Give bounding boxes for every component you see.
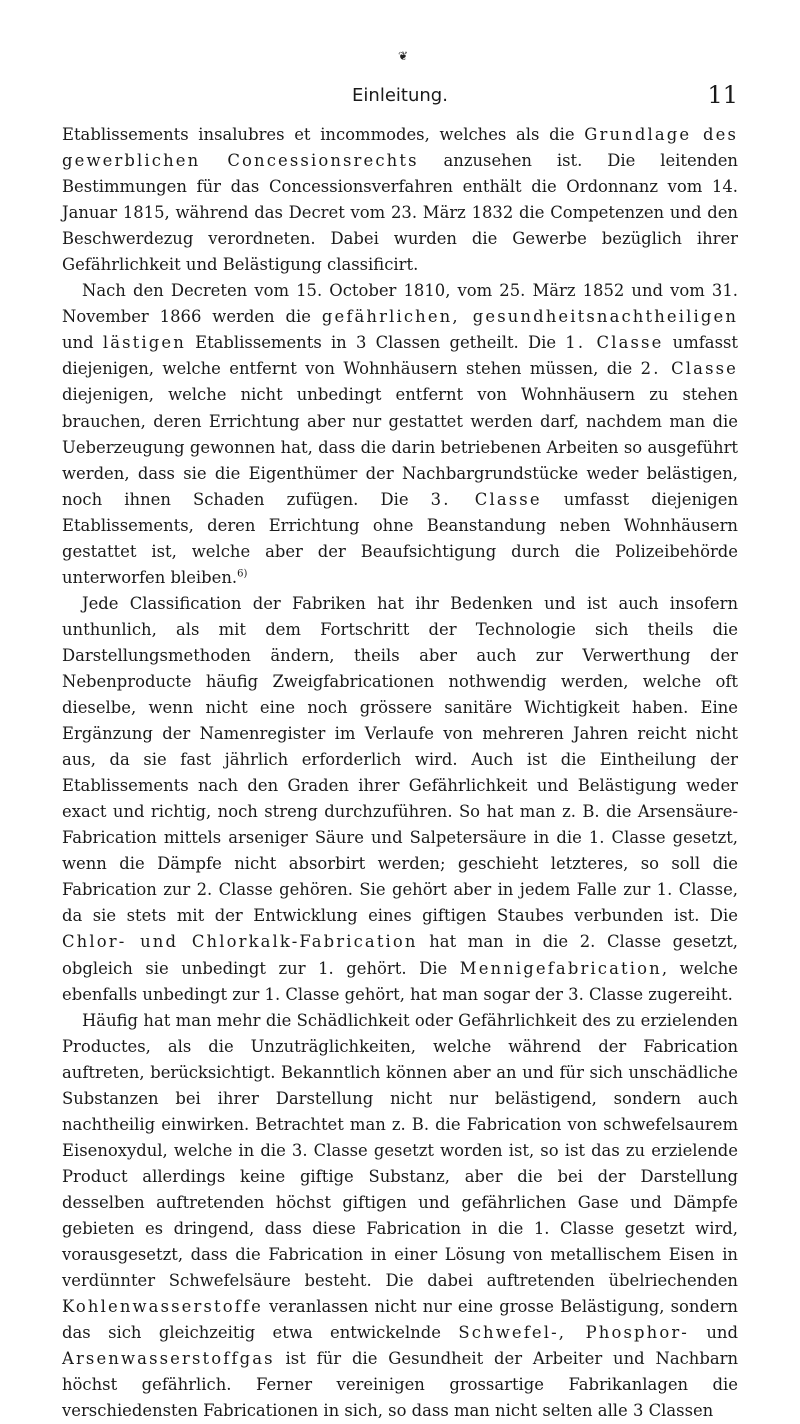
paragraph-2 xyxy=(62,278,738,591)
emphasized-term: 2. Classe xyxy=(640,359,738,379)
text-run: Etablissements in 3 Classen getheilt. Die xyxy=(185,333,566,353)
emphasized-term: 3. Classe xyxy=(430,489,542,509)
text-run: veranlassen nicht nur eine grosse Belästigung, sondern das sich gleichzeitig etwa entwickelnde xyxy=(62,1297,738,1343)
text-run: umfasst diejenigen, welche entfernt von Wohnhäusern stehen müssen, die xyxy=(62,333,738,379)
emphasized-term: Schwefel-, Phosphor- xyxy=(458,1323,689,1343)
page-number: 11 xyxy=(707,81,738,109)
footnote-marker: 6) xyxy=(237,568,248,580)
emphasized-term: Kohlenwasserstoffe xyxy=(62,1297,263,1317)
text-run: anzusehen ist. Die leitenden Bestimmungen für das Concessionsverfahren enthält die Ordonnanz vom 14. Januar 1815, während das Decret vom 23. März 1832 die Competenzen und den Beschwerdezug verordneten. Dabei wurden die Gewerbe bezüglich ihrer Gefährlichkeit und Belästigung classificirt. xyxy=(62,151,738,275)
text-run: und xyxy=(62,333,103,353)
paragraph-3 xyxy=(62,591,738,1008)
text-run: hat man in die 2. Classe gesetzt, obgleich sie unbedingt zur 1. gehört. Die xyxy=(62,932,738,978)
text-run: Häufig hat man mehr die Schädlichkeit oder Gefährlichkeit des zu erzielenden Productes, als die Unzuträglichkeiten, welche während der Fabrication auftreten, berücksichtigt. Bekanntlich können aber an und für sich unschädliche Substanzen bei ihrer Darstellung nicht nur belästigend, sondern auch nachtheilig einwirken. Betrachtet man z. B. die Fabrication von schwefelsaurem Eisenoxydul, welche in die 3. Classe gesetzt worden ist, so ist das zu erzielende Product allerdings keine giftige Substanz, aber die bei der Darstellung desselben auftretenden höchst giftigen und gefährlichen Gase und Dämpfe gebieten es dringend, dass diese Fabrication in die 1. Classe gesetzt wird, vorausgesetzt, dass die Fabrication in einer Lösung von metallischem Eisen in verdünnter Schwefelsäure besteht. Die dabei auftretenden übelriechenden xyxy=(62,1010,738,1291)
emphasized-term: 1. Classe xyxy=(565,333,664,353)
paragraph-1 xyxy=(62,122,738,278)
paragraph-4 xyxy=(62,1008,738,1424)
body-text xyxy=(62,122,738,1424)
text-run: diejenigen, welche nicht unbedingt entfernt von Wohnhäusern zu stehen brauchen, deren Errichtung aber nur gestattet werden darf, nachdem man die Ueberzeugung gewonnen hat, dass die darin betriebenen Arbeiten so ausgeführt werden, dass sie die Eigenthümer der Nachbargrundstücke weder belästigen, noch ihnen Schaden zufügen. Die xyxy=(62,385,738,509)
text-run: umfasst diejenigen Etablissements, deren Errichtung ohne Beanstandung neben Wohnhäusern gestattet ist, welche aber der Beaufsichtigung durch die Polizeibehörde unterworfen bleiben. xyxy=(62,489,738,587)
running-title: Einleitung. xyxy=(352,85,448,106)
emphasized-term: gefährlichen, gesundheitsnachtheiligen xyxy=(321,307,739,327)
ornament-icon: ❦ xyxy=(398,49,409,63)
emphasized-term: Arsenwasserstoffgas xyxy=(62,1349,275,1369)
text-run: Jede Classification der Fabriken hat ihr Bedenken und ist auch insofern unthunlich, als mit dem Fortschritt der Technologie sich theils die Darstellungsmethoden ändern, theils aber auch zur Verwerthung der Nebenproducte häufig Zweigfabricationen nothwendig werden, welche oft dieselbe, wenn nicht eine noch grössere sanitäre Wichtigkeit haben. Eine Ergänzung der Namenregister im Verlaufe von mehreren Jahren reicht nicht aus, da sie fast jährlich erforderlich wird. Auch ist die Eintheilung der Etablissements nach den Graden ihrer Gefährlichkeit und Belästigung weder exact und richtig, noch streng durchzuführen. So hat man z. B. die Arsensäure-Fabrication mittels arseniger Säure und Salpetersäure in die 1. Classe gesetzt, wenn die Dämpfe nicht absorbirt werden; geschieht letzteres, so soll die Fabrication zur 2. Classe gehören. Sie gehört aber in jedem Falle zur 1. Classe, da sie stets mit der Entwicklung eines giftigen Staubes verbunden ist. Die xyxy=(62,593,738,926)
text-run: , welche ebenfalls unbedingt zur 1. Classe gehört, hat man sogar der 3. Classe zugereiht. xyxy=(62,958,738,1004)
emphasized-term: Mennigefabrication xyxy=(459,958,662,978)
emphasized-term: Chlor- und Chlorkalk-Fabrication xyxy=(62,932,418,952)
text-run: Nach den Decreten vom 15. October 1810, vom 25. März 1852 und vom 31. November 1866 werden die xyxy=(62,281,738,327)
text-run: und xyxy=(688,1323,738,1343)
text-run: Etablissements insalubres et incommodes, welches als die xyxy=(62,125,585,144)
page-header xyxy=(62,80,738,112)
text-run: ist für die Gesundheit der Arbeiter und Nachbarn höchst gefährlich. Ferner vereinigen grossartige Fabrikanlagen die verschiedensten Fabricationen in sich, so dass man nicht selten alle 3 Classen xyxy=(62,1349,738,1421)
emphasized-term: Grundlage des gewerblichen Concessionsrechts xyxy=(62,125,738,171)
emphasized-term: lästigen xyxy=(102,333,186,353)
